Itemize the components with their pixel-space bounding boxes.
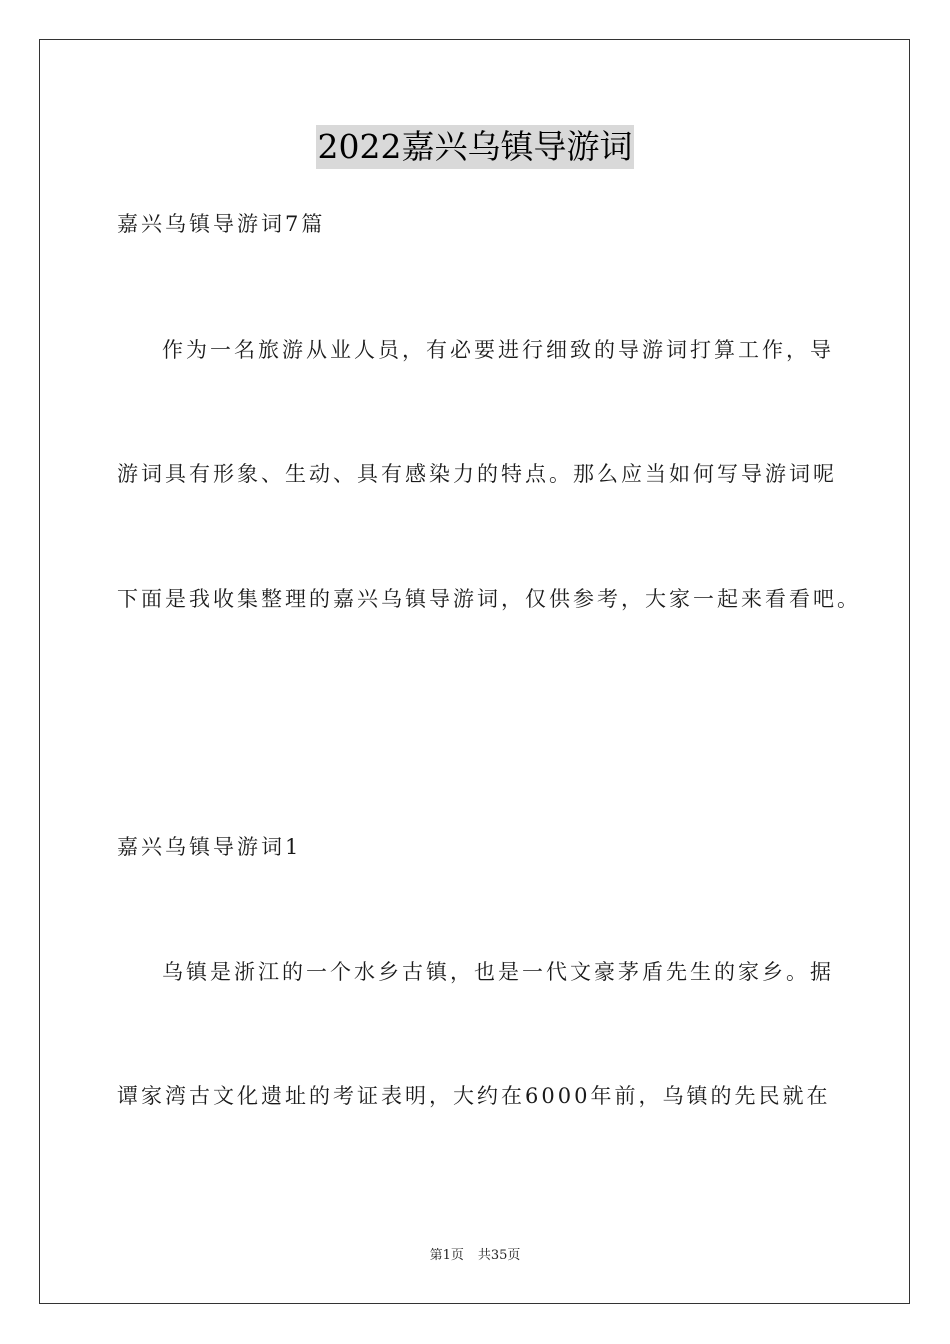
intro-line-2: 游词具有形象、生动、具有感染力的特点。那么应当如何写导游词呢 (117, 462, 837, 486)
section-heading: 嘉兴乌镇导游词1 (117, 835, 302, 859)
section-line-1: 乌镇是浙江的一个水乡古镇，也是一代文豪茅盾先生的家乡。据 (162, 960, 834, 984)
title-container (0, 125, 950, 169)
intro-line-3: 下面是我收集整理的嘉兴乌镇导游词，仅供参考，大家一起来看看吧。 (117, 587, 861, 611)
total-pages: 共35页 (477, 1248, 521, 1263)
section-line-2: 谭家湾古文化遗址的考证表明，大约在6000年前，乌镇的先民就在 (117, 1084, 831, 1108)
page-footer (0, 1247, 950, 1265)
document-title: 2022嘉兴乌镇导游词 (316, 125, 635, 169)
intro-line-1: 作为一名旅游从业人员，有必要进行细致的导游词打算工作，导 (162, 338, 834, 362)
document-subtitle: 嘉兴乌镇导游词7篇 (117, 212, 326, 236)
page-number: 第1页 (429, 1248, 464, 1263)
